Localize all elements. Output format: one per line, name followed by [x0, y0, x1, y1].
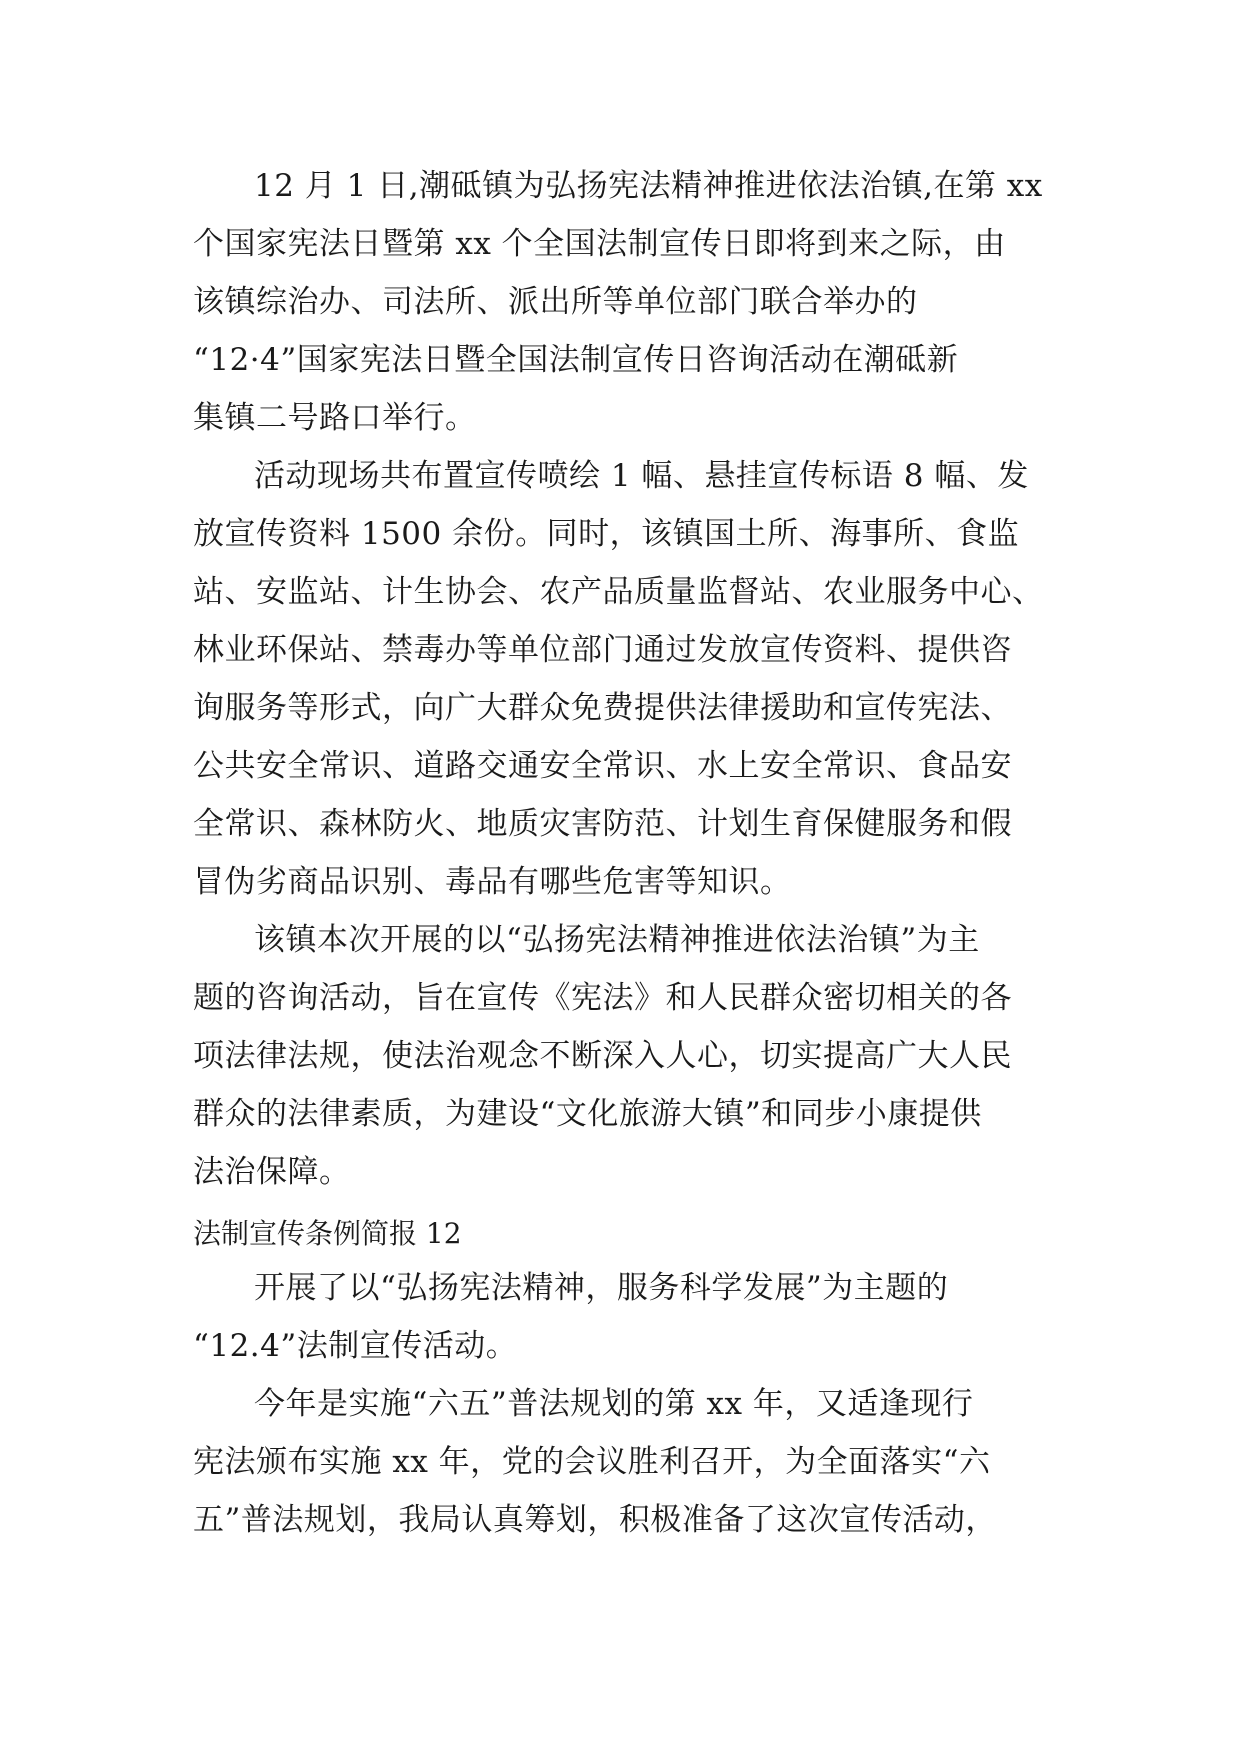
section-heading: 法制宣传条例简报 12: [193, 1217, 462, 1250]
paragraph-2-line-3: 站、安监站、计生协会、农产品质量监督站、农业服务中心、: [193, 574, 1044, 610]
paragraph-1-line-2: 个国家宪法日暨第 xx 个全国法制宣传日即将到来之际，由: [193, 226, 1006, 262]
paragraph-4-line-2: “12.4”法制宣传活动。: [193, 1328, 518, 1364]
paragraph-3-line-4: 群众的法律素质，为建设“文化旅游大镇”和同步小康提供: [193, 1096, 982, 1132]
paragraph-2-line-4: 林业环保站、禁毒办等单位部门通过发放宣传资料、提供咨: [193, 632, 1012, 668]
paragraph-2-line-1: 活动现场共布置宣传喷绘 1 幅、悬挂宣传标语 8 幅、发: [254, 458, 1029, 494]
paragraph-2-line-7: 全常识、森林防火、地质灾害防范、计划生育保健服务和假: [193, 806, 1012, 842]
paragraph-1-line-5: 集镇二号路口举行。: [193, 400, 477, 436]
paragraph-3-line-2: 题的咨询活动，旨在宣传《宪法》和人民群众密切相关的各: [193, 980, 1012, 1016]
paragraph-2-line-2: 放宣传资料 1500 余份。同时，该镇国土所、海事所、食监: [193, 516, 1020, 552]
paragraph-1-line-3: 该镇综治办、司法所、派出所等单位部门联合举办的: [193, 284, 918, 320]
paragraph-2-line-5: 询服务等形式，向广大群众免费提供法律援助和宣传宪法、: [193, 690, 1012, 726]
paragraph-4-line-1: 开展了以“弘扬宪法精神，服务科学发展”为主题的: [254, 1270, 949, 1306]
paragraph-5-line-1: 今年是实施“六五”普法规划的第 xx 年，又适逢现行: [254, 1386, 974, 1422]
paragraph-1-line-4: “12·4”国家宪法日暨全国法制宣传日咨询活动在潮砥新: [193, 342, 959, 378]
paragraph-5-line-2: 宪法颁布实施 xx 年，党的会议胜利召开，为全面落实“六: [193, 1444, 991, 1480]
paragraph-3-line-1: 该镇本次开展的以“弘扬宪法精神推进依法治镇”为主: [254, 922, 980, 958]
paragraph-2-line-8: 冒伪劣商品识别、毒品有哪些危害等知识。: [193, 864, 792, 900]
paragraph-3-line-5: 法治保障。: [193, 1154, 351, 1190]
paragraph-3-line-3: 项法律法规，使法治观念不断深入人心，切实提高广大人民: [193, 1038, 1012, 1074]
paragraph-2-line-6: 公共安全常识、道路交通安全常识、水上安全常识、食品安: [193, 748, 1012, 784]
paragraph-5-line-3: 五”普法规划，我局认真筹划，积极准备了这次宣传活动，: [193, 1502, 997, 1538]
paragraph-1-line-1: 12 月 1 日,潮砥镇为弘扬宪法精神推进依法治镇,在第 xx: [254, 168, 1043, 204]
